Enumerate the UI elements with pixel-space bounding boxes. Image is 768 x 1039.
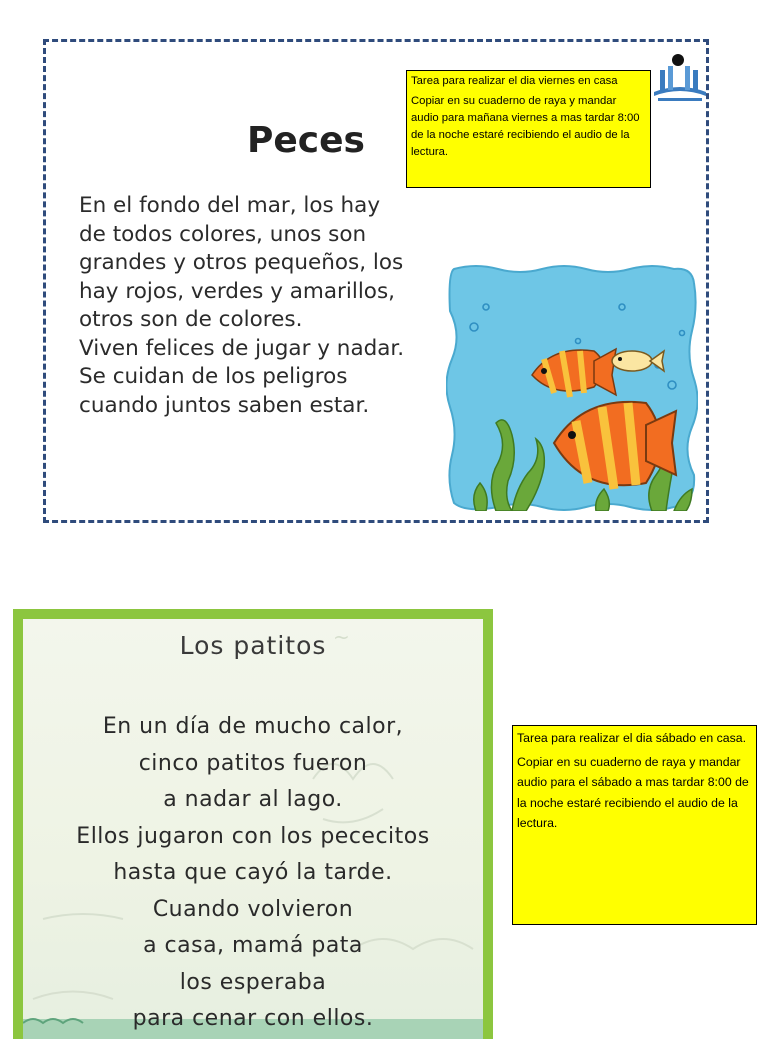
note-body: Copiar en su cuaderno de raya y mandar audio para mañana viernes a mas tardar 8:00 de la noche estaré recibiendo el audio de la lectura. [411,95,640,158]
poem-line: a nadar al lago. [163,787,343,812]
reading-card-los-patitos [13,609,493,1039]
poem-line: grandes y otros pequeños, los [79,250,404,275]
poem-line: Se cuidan de los peligros [79,364,348,389]
homework-note-friday [406,70,651,188]
fish-illustration [446,263,698,511]
poem-line: de todos colores, unos son [79,221,367,247]
note-heading: Tarea para realizar el dia viernes en casa [411,75,618,87]
poem-line: hasta que cayó la tarde. [113,860,393,885]
homework-note-saturday [512,725,757,925]
poem-line: los esperaba [179,969,327,995]
poem-line: En el fondo del mar, los hay [79,193,381,218]
poem-line: hay rojos, verdes y amarillos, [79,278,396,304]
poem-line: para cenar con ellos. [132,1006,374,1031]
card-background [23,619,483,1039]
poem-line: Cuando volvieron [152,896,354,922]
note-heading: Tarea para realizar el dia sábado en casa. [517,731,746,745]
poem-line: cinco patitos fueron [138,750,368,776]
poem-line: En un día de mucho calor, [102,714,404,739]
background-texture: ~ [333,625,350,649]
poem-line: a casa, mamá pata [143,933,363,958]
poem-line: Ellos jugaron con los pececitos [76,823,430,849]
poem-text [79,192,459,420]
poem-line: cuando juntos saben estar. [79,392,370,418]
poem-line: otros son de colores. [79,307,303,332]
school-logo-icon [650,52,710,104]
note-body: Copiar en su cuaderno de raya y mandar audio para el sábado a mas tardar 8:00 de la noche estaré recibiendo el audio de la lectura. [517,754,749,830]
card-title: Los patitos [179,631,327,660]
poem-line: Viven felices de jugar y nadar. [79,335,405,361]
card-title: Peces [247,120,365,161]
poem-text [23,709,483,1038]
